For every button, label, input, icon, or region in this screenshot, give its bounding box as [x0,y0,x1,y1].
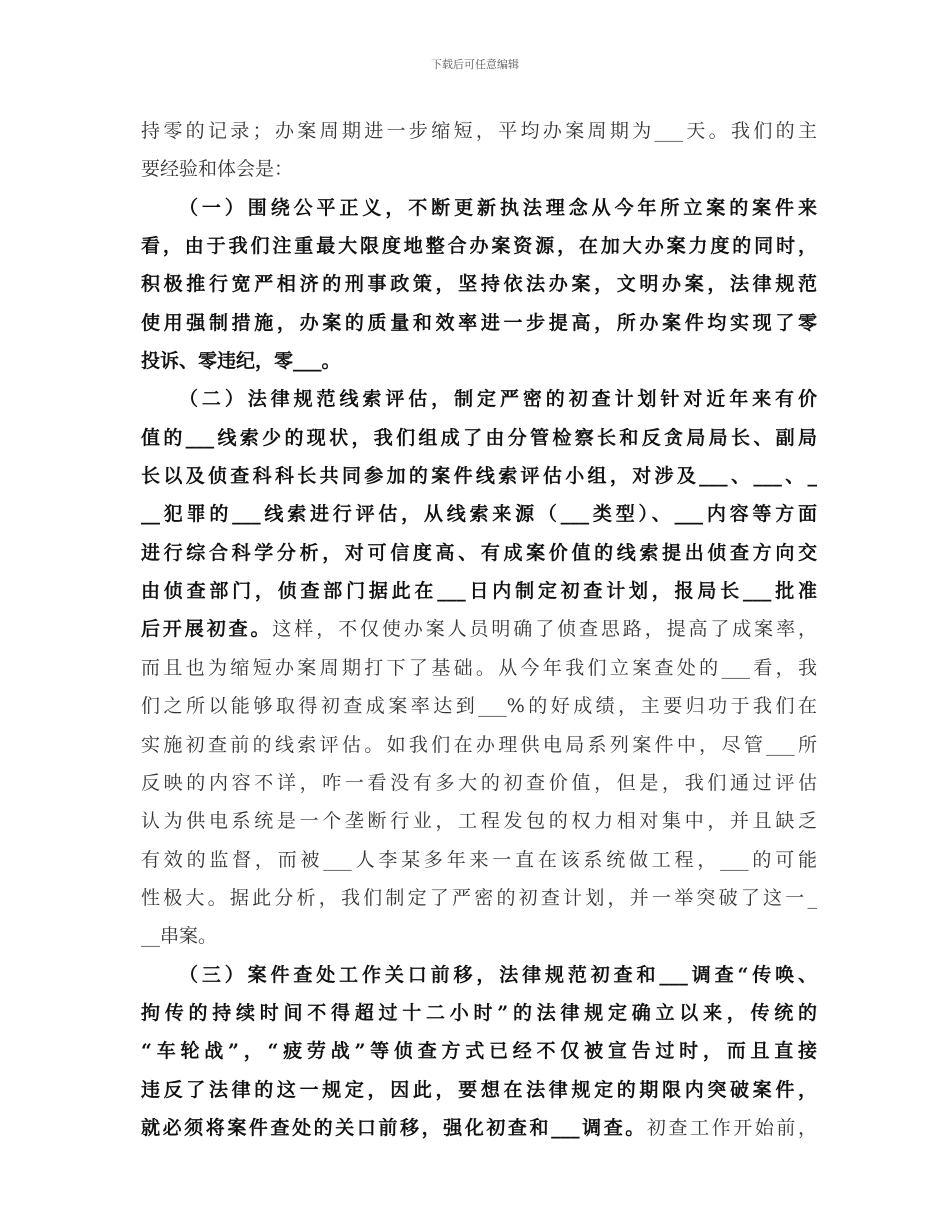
paragraph-first-line [141,189,817,227]
text-line [141,917,817,955]
text-line [141,457,817,495]
bold-text-segment: 就必须将案件查处的关口前移，强化初查和___调查。 [141,1116,647,1139]
text-segment: 有效的监督，而被___人李某多年来一直在该系统做工程，___的可能 [141,848,817,871]
bold-text-segment: 看，由于我们注重最大限度地整合办案资源，在加大办案力度的同时， [141,235,817,258]
text-segment: 们之所以能够取得初查成案率达到___%的好成绩，主要归功于我们在 [141,695,817,718]
text-line [141,994,817,1032]
text-line [141,879,817,917]
bold-text-segment: 违反了法律的这一规定，因此，要想在法律规定的期限内突破案件， [141,1078,817,1101]
text-line [141,1071,817,1109]
bold-text-segment: 使用强制措施，办案的质量和效率进一步提高，所办案件均实现了零 [141,311,817,334]
text-line [141,227,817,265]
bold-text-segment: __犯罪的___线索进行评估，从线索来源（___类型）、___内容等方面 [141,503,817,526]
text-line [141,150,817,188]
bold-text-segment: 投诉、零违纪，零___。 [141,350,341,373]
bold-text-segment: 拘传的持续时间不得超过十二小时”的法律规定确立以来，传统的 [141,1001,817,1024]
text-line [141,265,817,303]
text-segment: 这样，不仅使办案人员明确了侦查思路，提高了成案率， [272,618,817,641]
document-body [141,112,817,1147]
paragraph-first-line [141,380,817,418]
text-line [141,534,817,572]
text-line [141,1032,817,1070]
text-segment: __串案。 [141,925,218,948]
bold-text-segment: （二）法律规范线索评估，制定严密的初查计划针对近年来有价 [179,388,817,411]
text-line [141,112,817,150]
text-segment: 初查工作开始前， [646,1116,817,1139]
text-line [141,687,817,725]
text-segment: 性极大。据此分析，我们制定了严密的初查计划，并一举突破了这一_ [141,886,817,909]
paragraph-first-line [141,956,817,994]
bold-text-segment: （三）案件查处工作关口前移，法律规范初查和___调查“传唤、 [179,963,817,986]
text-line [141,764,817,802]
text-line [141,572,817,610]
text-segment: 认为供电系统是一个垄断行业，工程发包的权力相对集中，并且缺乏 [141,810,817,833]
text-line [141,304,817,342]
page-header-note: 下载后可任意编辑 [431,58,519,71]
text-segment: 实施初查前的线索评估。如我们在办理供电局系列案件中，尽管___所 [141,733,817,756]
text-line [141,610,817,648]
bold-text-segment: 由侦查部门，侦查部门据此在___日内制定初查计划，报局长___批准 [141,580,817,603]
text-segment: 反映的内容不详，咋一看没有多大的初查价值，但是，我们通过评估 [141,771,817,794]
bold-text-segment: 进行综合科学分析，对可信度高、有成案价值的线索提出侦查方向交 [141,541,817,564]
text-segment: 而且也为缩短办案周期打下了基础。从今年我们立案查处的___看，我 [141,656,817,679]
text-line [141,1109,817,1147]
bold-text-segment: （一）围绕公平正义，不断更新执法理念从今年所立案的案件来 [179,196,817,219]
text-segment: 要经验和体会是： [141,158,294,181]
bold-text-segment: “车轮战”，“疲劳战”等侦查方式已经不仅被宣告过时，而且直接 [141,1040,817,1063]
text-line [141,342,817,380]
text-line [141,802,817,840]
text-line [141,726,817,764]
bold-text-segment: 后开展初查。 [141,618,273,641]
text-line [141,841,817,879]
text-line [141,495,817,533]
bold-text-segment: 值的___线索少的现状，我们组成了由分管检察长和反贪局局长、副局 [141,426,817,449]
text-line [141,649,817,687]
text-segment: 持零的记录；办案周期进一步缩短，平均办案周期为___天。我们的主 [141,120,817,142]
bold-text-segment: 积极推行宽严相济的刑事政策，坚持依法办案，文明办案，法律规范 [141,273,817,296]
bold-text-segment: 长以及侦查科科长共同参加的案件线索评估小组，对涉及___、___、_ [141,465,817,488]
text-line [141,419,817,457]
